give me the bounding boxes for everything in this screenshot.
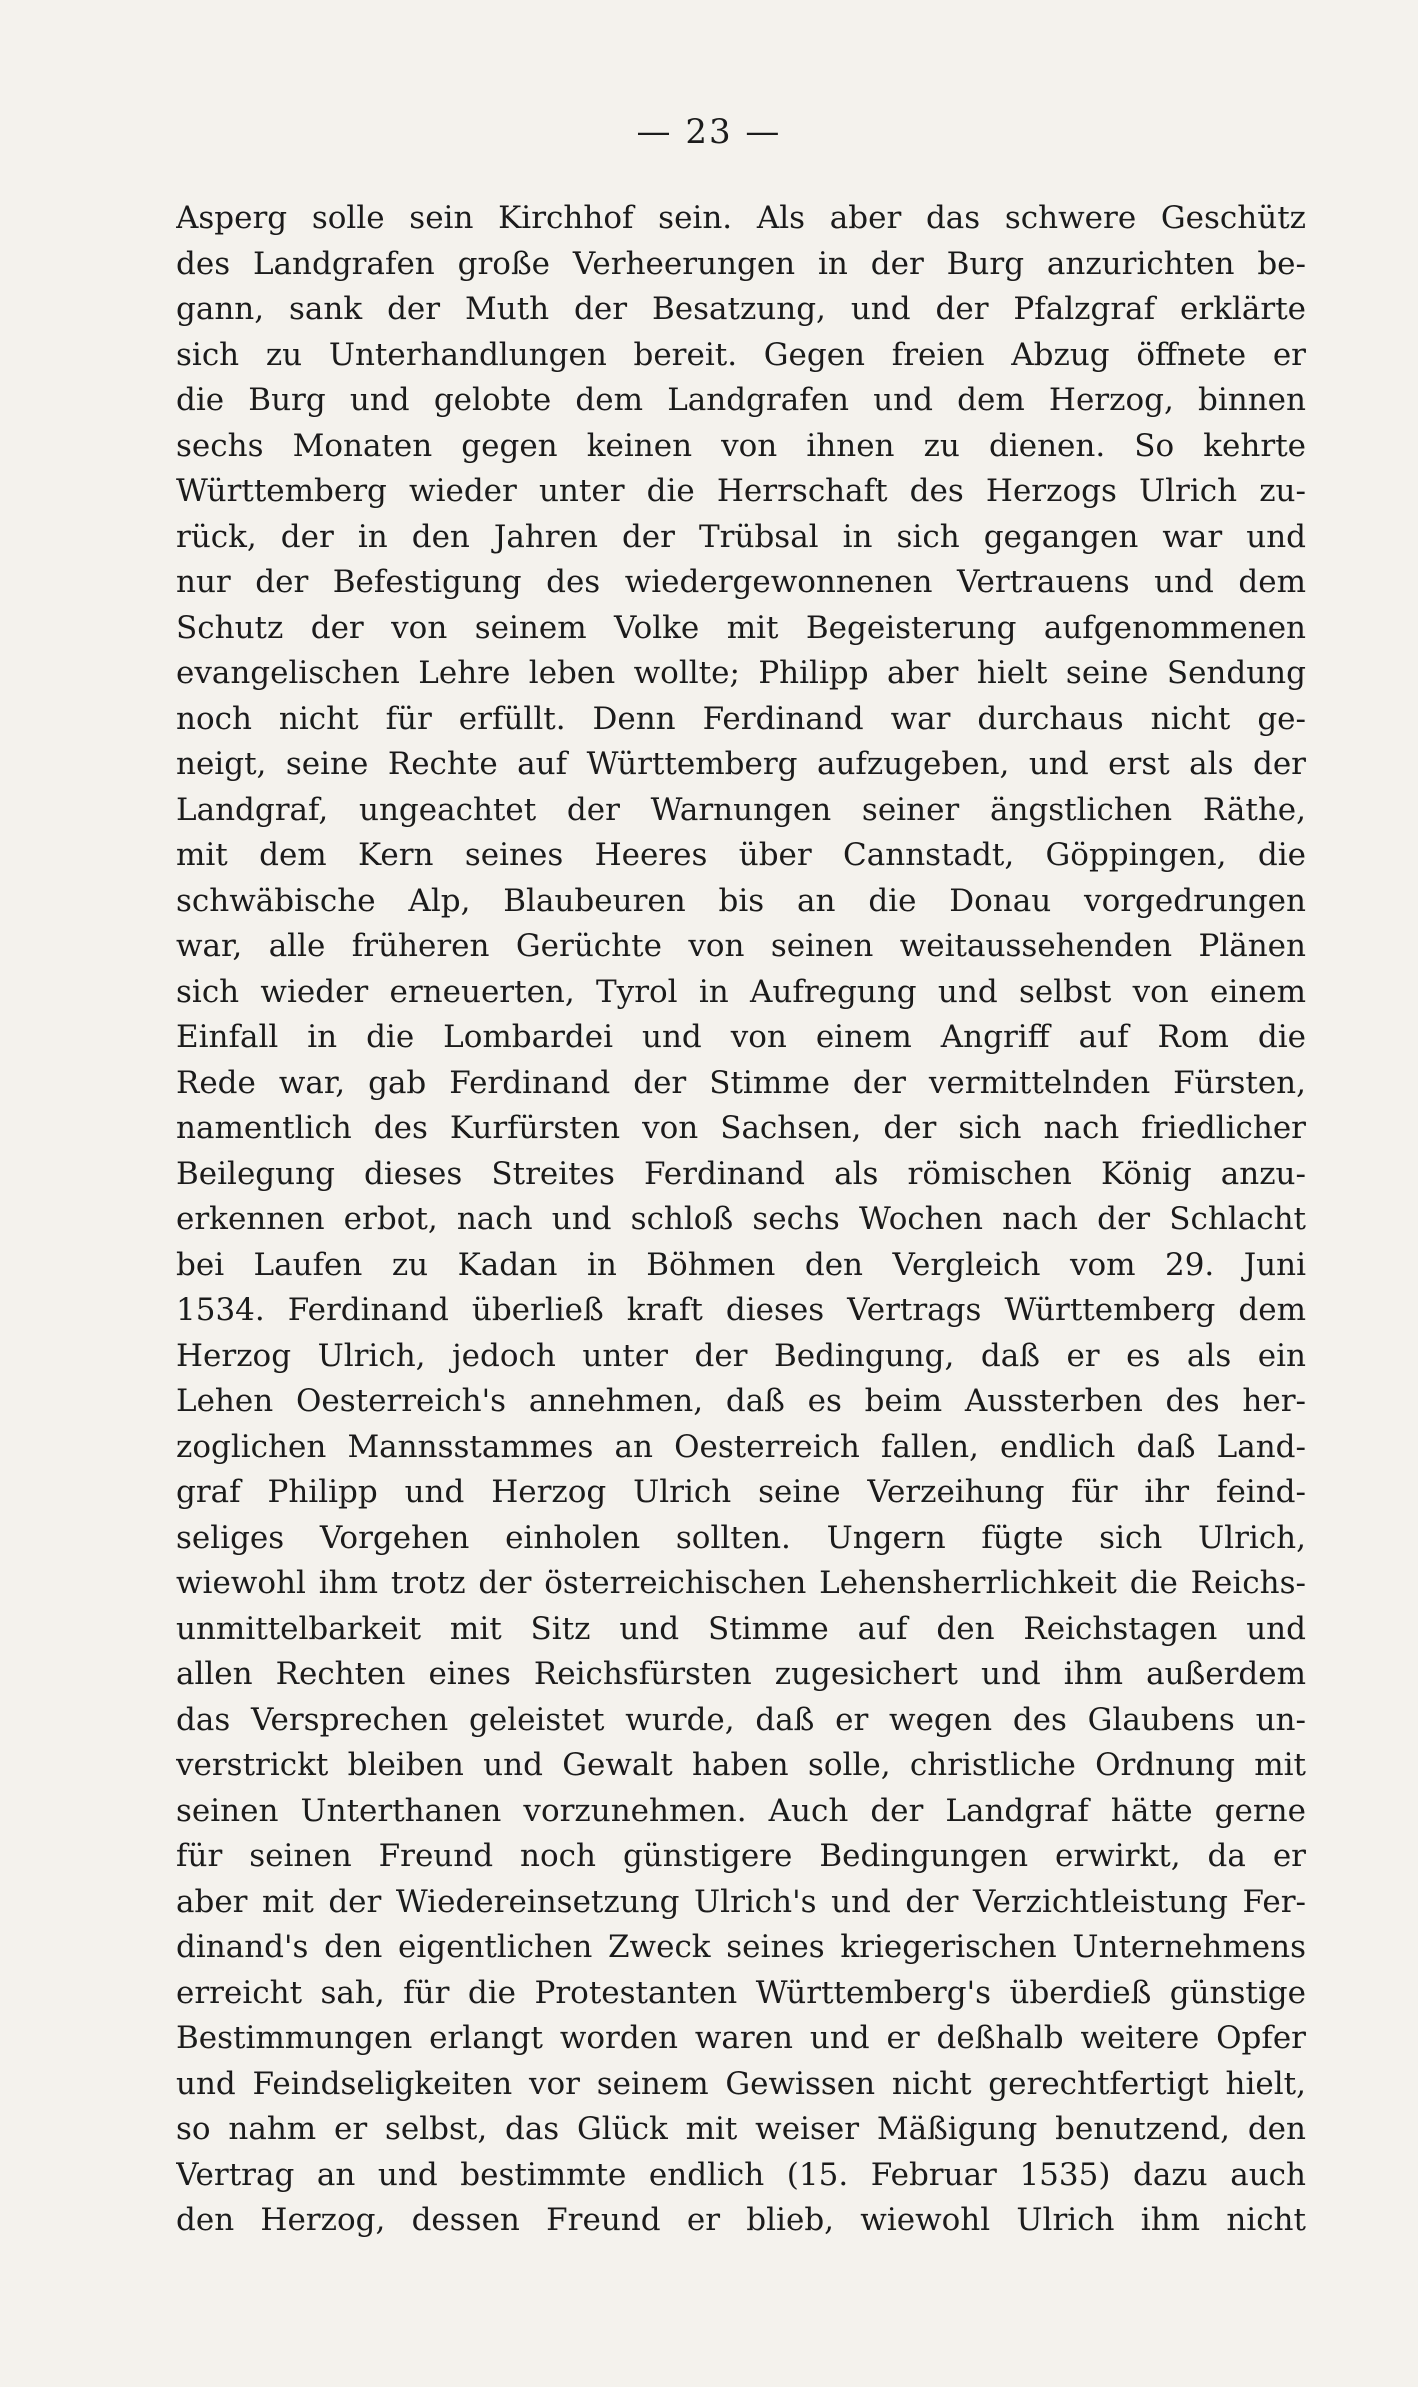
text-line: Einfall in die Lombardei und von einem Angriff auf Rom die (176, 1019, 1306, 1055)
text-line: des Landgrafen große Verheerungen in der Burg anzurichten be- (176, 245, 1306, 282)
text-line: evangelischen Lehre leben wollte; Philipp aber hielt seine Sendung (176, 655, 1306, 691)
text-line: unmittelbarkeit mit Sitz und Stimme auf den Reichstagen und (176, 1610, 1306, 1647)
text-line: erkennen erbot, nach und schloß sechs Wochen nach der Schlacht (176, 1201, 1306, 1237)
text-line: schwäbische Alp, Blaubeuren bis an die Donau vorgedrungen (176, 882, 1306, 919)
text-line: dinand's den eigentlichen Zweck seines kriegerischen Unternehmens (176, 1929, 1306, 1965)
text-line: mit dem Kern seines Heeres über Cannstadt, Göppingen, die (176, 837, 1306, 873)
text-line: Rede war, gab Ferdinand der Stimme der vermittelnden Fürsten, (176, 1064, 1306, 1101)
text-line: namentlich des Kurfürsten von Sachsen, der sich nach friedlicher (176, 1110, 1306, 1146)
text-line: Lehen Oesterreich's annehmen, daß es beim Aussterben des her- (176, 1383, 1306, 1419)
text-line: das Versprechen geleistet wurde, daß er wegen des Glaubens un- (176, 1701, 1306, 1738)
text-line: graf Philipp und Herzog Ulrich seine Verzeihung für ihr feind- (176, 1474, 1306, 1510)
text-line: für seinen Freund noch günstigere Bedingungen erwirkt, da er (176, 1838, 1306, 1874)
text-line: sich zu Unterhandlungen bereit. Gegen freien Abzug öffnete er (176, 336, 1306, 373)
text-line: aber mit der Wiedereinsetzung Ulrich's und der Verzichtleistung Fer- (176, 1883, 1306, 1920)
text-line: erreicht sah, für die Protestanten Württemberg's überdieß günstige (176, 1974, 1306, 2011)
text-line: Schutz der von seinem Volke mit Begeisterung aufgenommenen (176, 609, 1306, 646)
text-line: noch nicht für erfüllt. Denn Ferdinand war durchaus nicht ge- (176, 700, 1306, 737)
page-number: — 23 — (636, 112, 782, 152)
text-line: war, alle früheren Gerüchte von seinen weitaussehenden Plänen (176, 928, 1306, 964)
text-line: den Herzog, dessen Freund er blieb, wiewohl Ulrich ihm nicht (176, 2202, 1306, 2238)
body-text (176, 196, 1306, 2244)
text-line: Beilegung dieses Streites Ferdinand als römischen König anzu- (176, 1155, 1306, 1192)
text-line: bei Laufen zu Kadan in Böhmen den Vergleich vom 29. Juni (176, 1246, 1306, 1283)
text-line: wiewohl ihm trotz der österreichischen Lehensherrlichkeit die Reichs- (176, 1565, 1306, 1601)
text-line: Württemberg wieder unter die Herrschaft des Herzogs Ulrich zu- (176, 473, 1306, 509)
text-line: gann, sank der Muth der Besatzung, und der Pfalzgraf erklärte (176, 291, 1306, 327)
text-line: Herzog Ulrich, jedoch unter der Bedingung, daß er es als ein (176, 1337, 1306, 1374)
text-line: neigt, seine Rechte auf Württemberg aufzugeben, und erst als der (176, 746, 1306, 782)
text-line: verstrickt bleiben und Gewalt haben solle, christliche Ordnung mit (176, 1747, 1306, 1783)
text-line: allen Rechten eines Reichsfürsten zugesichert und ihm außerdem (176, 1656, 1306, 1692)
text-line: sechs Monaten gegen keinen von ihnen zu dienen. So kehrte (176, 427, 1306, 464)
text-line: die Burg und gelobte dem Landgrafen und dem Herzog, binnen (176, 382, 1306, 418)
text-line: so nahm er selbst, das Glück mit weiser Mäßigung benutzend, den (176, 2111, 1306, 2147)
text-line: seliges Vorgehen einholen sollten. Ungern fügte sich Ulrich, (176, 1519, 1306, 1556)
text-line: Bestimmungen erlangt worden waren und er deßhalb weitere Opfer (176, 2020, 1306, 2056)
text-line: zoglichen Mannsstammes an Oesterreich fallen, endlich daß Land- (176, 1428, 1306, 1465)
text-line: nur der Befestigung des wiedergewonnenen Vertrauens und dem (176, 564, 1306, 600)
text-line: rück, der in den Jahren der Trübsal in sich gegangen war und (176, 518, 1306, 555)
text-line: und Feindseligkeiten vor seinem Gewissen nicht gerechtfertigt hielt, (176, 2065, 1306, 2102)
text-line: sich wieder erneuerten, Tyrol in Aufregung und selbst von einem (176, 973, 1306, 1010)
text-line: Vertrag an und bestimmte endlich (15. Februar 1535) dazu auch (176, 2156, 1306, 2193)
text-line: Asperg solle sein Kirchhof sein. Als aber das schwere Geschütz (176, 200, 1306, 236)
text-line: 1534. Ferdinand überließ kraft dieses Vertrags Württemberg dem (176, 1292, 1306, 1328)
text-line: seinen Unterthanen vorzunehmen. Auch der Landgraf hätte gerne (176, 1792, 1306, 1829)
text-line: Landgraf, ungeachtet der Warnungen seiner ängstlichen Räthe, (176, 791, 1306, 828)
